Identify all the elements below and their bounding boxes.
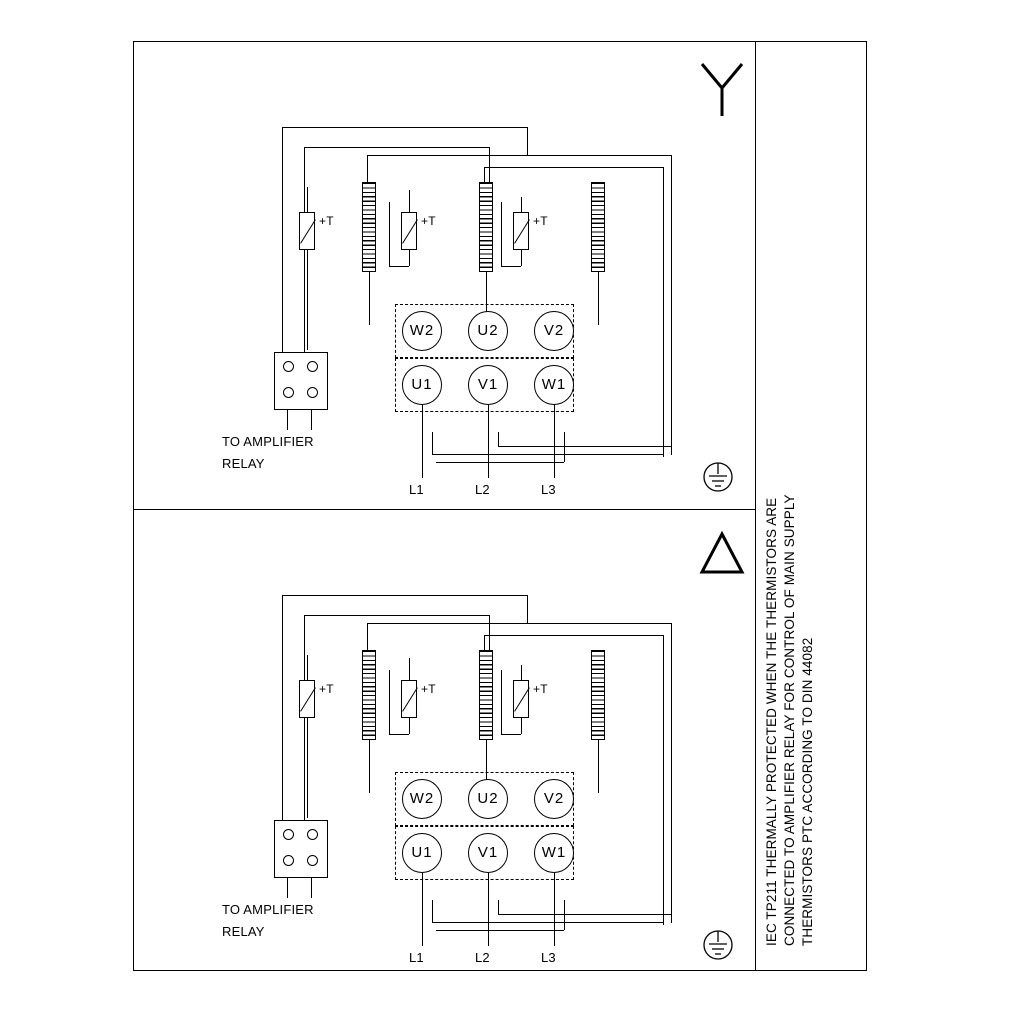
wire-connector-out-1 <box>287 410 288 430</box>
thermistor-2 <box>401 212 417 250</box>
wire-l2-drop <box>488 873 489 946</box>
winding-coil-3 <box>591 650 605 740</box>
wire-therm3-top <box>521 197 522 212</box>
supply-label-l3: L3 <box>541 950 556 965</box>
wire-return-3-v <box>564 900 565 930</box>
wire-connector-out-2 <box>311 410 312 430</box>
connector-pin-2 <box>307 361 318 372</box>
wire-l1-drop <box>422 405 423 478</box>
wire-therm3-link-up <box>501 202 502 266</box>
wire-loop-1-left <box>282 595 283 825</box>
wire-return-2-h <box>498 446 671 447</box>
winding-coil-1 <box>362 182 376 272</box>
amplifier-label-line2: RELAY <box>222 456 265 471</box>
supply-label-l2: L2 <box>475 482 490 497</box>
notes-column <box>755 41 867 971</box>
wire-loop-2-left <box>304 615 305 825</box>
wire-coil1-down <box>369 272 370 325</box>
terminal-u1[interactable]: U1 <box>402 365 442 405</box>
note-line-2: CONNECTED TO AMPLIFIER RELAY FOR CONTROL OF MAIN SUPPLY <box>782 494 797 946</box>
wire-loop-3-top <box>367 623 672 624</box>
wire-loop-4-right <box>663 635 664 925</box>
wire-loop-3-top <box>367 155 672 156</box>
earth-symbol <box>696 460 740 494</box>
thermistor-3-label: +T <box>533 214 548 228</box>
wire-loop-4-top <box>484 167 664 168</box>
wire-l3-drop <box>554 873 555 946</box>
amplifier-label-line1: TO AMPLIFIER <box>222 434 314 449</box>
supply-label-l2: L2 <box>475 950 490 965</box>
thermistor-3 <box>513 680 529 718</box>
delta-connection-symbol <box>696 528 748 586</box>
thermistor-2-label: +T <box>421 682 436 696</box>
wire-l2-drop <box>488 405 489 478</box>
terminal-w1[interactable]: W1 <box>534 833 574 873</box>
note-line-3: THERMISTORS PTC ACCORDING TO DIN 44082 <box>800 637 815 946</box>
connector-pin-4 <box>307 387 318 398</box>
terminal-w2[interactable]: W2 <box>402 779 442 819</box>
wire-return-3-v <box>564 432 565 462</box>
amplifier-connector-block[interactable] <box>274 352 328 410</box>
wire-therm3-link <box>501 266 521 267</box>
wire-therm3-top <box>521 665 522 680</box>
wire-therm3-bottom <box>521 250 522 266</box>
wire-return-1-h <box>432 454 663 455</box>
wire-therm2-top <box>409 190 410 212</box>
terminal-w1[interactable]: W1 <box>534 365 574 405</box>
amplifier-label-line1: TO AMPLIFIER <box>222 902 314 917</box>
connector-pin-2 <box>307 829 318 840</box>
wire-return-1-v <box>432 900 433 922</box>
wire-loop-3-right <box>671 623 672 923</box>
wire-loop-2-left <box>304 147 305 357</box>
connector-pin-1 <box>283 829 294 840</box>
wire-loop-2-top <box>304 615 490 616</box>
wire-therm2-bottom <box>409 718 410 734</box>
wire-return-2-h <box>498 914 671 915</box>
terminal-v2[interactable]: V2 <box>534 311 574 351</box>
connector-pin-1 <box>283 361 294 372</box>
note-line-1: IEC TP211 THERMALLY PROTECTED WHEN THE THERMISTORS ARE <box>764 497 779 946</box>
wire-therm1-bottom <box>307 718 308 818</box>
connector-pin-4 <box>307 855 318 866</box>
terminal-u1[interactable]: U1 <box>402 833 442 873</box>
wire-loop-2-top <box>304 147 490 148</box>
thermistor-1 <box>299 212 315 250</box>
winding-coil-1 <box>362 650 376 740</box>
wire-therm3-bottom <box>521 718 522 734</box>
wire-loop-1-left <box>282 127 283 357</box>
amplifier-connector-block[interactable] <box>274 820 328 878</box>
supply-label-l1: L1 <box>409 482 424 497</box>
wire-therm2-link-up <box>389 670 390 734</box>
wire-loop-1-right <box>527 127 528 155</box>
wire-return-3-h <box>436 462 564 463</box>
thermistor-1-label: +T <box>319 682 334 696</box>
wire-l3-drop <box>554 405 555 478</box>
panel-delta-connection <box>134 510 756 978</box>
wire-return-3-h <box>436 930 564 931</box>
wire-coil3-down <box>598 272 599 325</box>
wire-therm2-top <box>409 658 410 680</box>
wire-loop-3-right <box>671 155 672 455</box>
amplifier-label-line2: RELAY <box>222 924 265 939</box>
thermistor-2-label: +T <box>421 214 436 228</box>
panel-star-connection <box>134 42 756 510</box>
wire-coil3-down <box>598 740 599 793</box>
star-connection-symbol <box>696 60 748 118</box>
terminal-v1[interactable]: V1 <box>468 365 508 405</box>
supply-label-l1: L1 <box>409 950 424 965</box>
wire-therm2-link <box>389 734 409 735</box>
winding-coil-2 <box>479 182 493 272</box>
thermistor-3 <box>513 212 529 250</box>
wire-loop-1-top <box>282 595 528 596</box>
wire-therm3-link <box>501 734 521 735</box>
wire-loop-4-top <box>484 635 664 636</box>
wire-therm3-link-up <box>501 670 502 734</box>
wire-return-1-v <box>432 432 433 454</box>
connector-pin-3 <box>283 387 294 398</box>
winding-coil-2 <box>479 650 493 740</box>
wire-therm1-top <box>307 187 308 212</box>
thermistor-1-label: +T <box>319 214 334 228</box>
thermistor-2 <box>401 680 417 718</box>
connector-pin-3 <box>283 855 294 866</box>
wire-connector-out-1 <box>287 878 288 898</box>
winding-coil-3 <box>591 182 605 272</box>
wire-therm2-link <box>389 266 409 267</box>
wire-l1-drop <box>422 873 423 946</box>
wire-loop-4-right <box>663 167 664 457</box>
wire-therm1-bottom <box>307 250 308 350</box>
wire-connector-out-2 <box>311 878 312 898</box>
wire-return-2-v <box>498 900 499 914</box>
wire-therm2-link-up <box>389 202 390 266</box>
terminal-u2[interactable]: U2 <box>468 311 508 351</box>
thermistor-3-label: +T <box>533 682 548 696</box>
wire-loop-1-top <box>282 127 528 128</box>
terminal-v2[interactable]: V2 <box>534 779 574 819</box>
wire-therm2-bottom <box>409 250 410 266</box>
earth-symbol <box>696 928 740 962</box>
wire-loop-1-right <box>527 595 528 623</box>
wire-coil1-down <box>369 740 370 793</box>
wire-return-1-h <box>432 922 663 923</box>
supply-label-l3: L3 <box>541 482 556 497</box>
wire-return-2-v <box>498 432 499 446</box>
row-divider <box>133 509 755 510</box>
terminal-w2[interactable]: W2 <box>402 311 442 351</box>
thermistor-1 <box>299 680 315 718</box>
terminal-v1[interactable]: V1 <box>468 833 508 873</box>
terminal-u2[interactable]: U2 <box>468 779 508 819</box>
wire-therm1-top <box>307 655 308 680</box>
